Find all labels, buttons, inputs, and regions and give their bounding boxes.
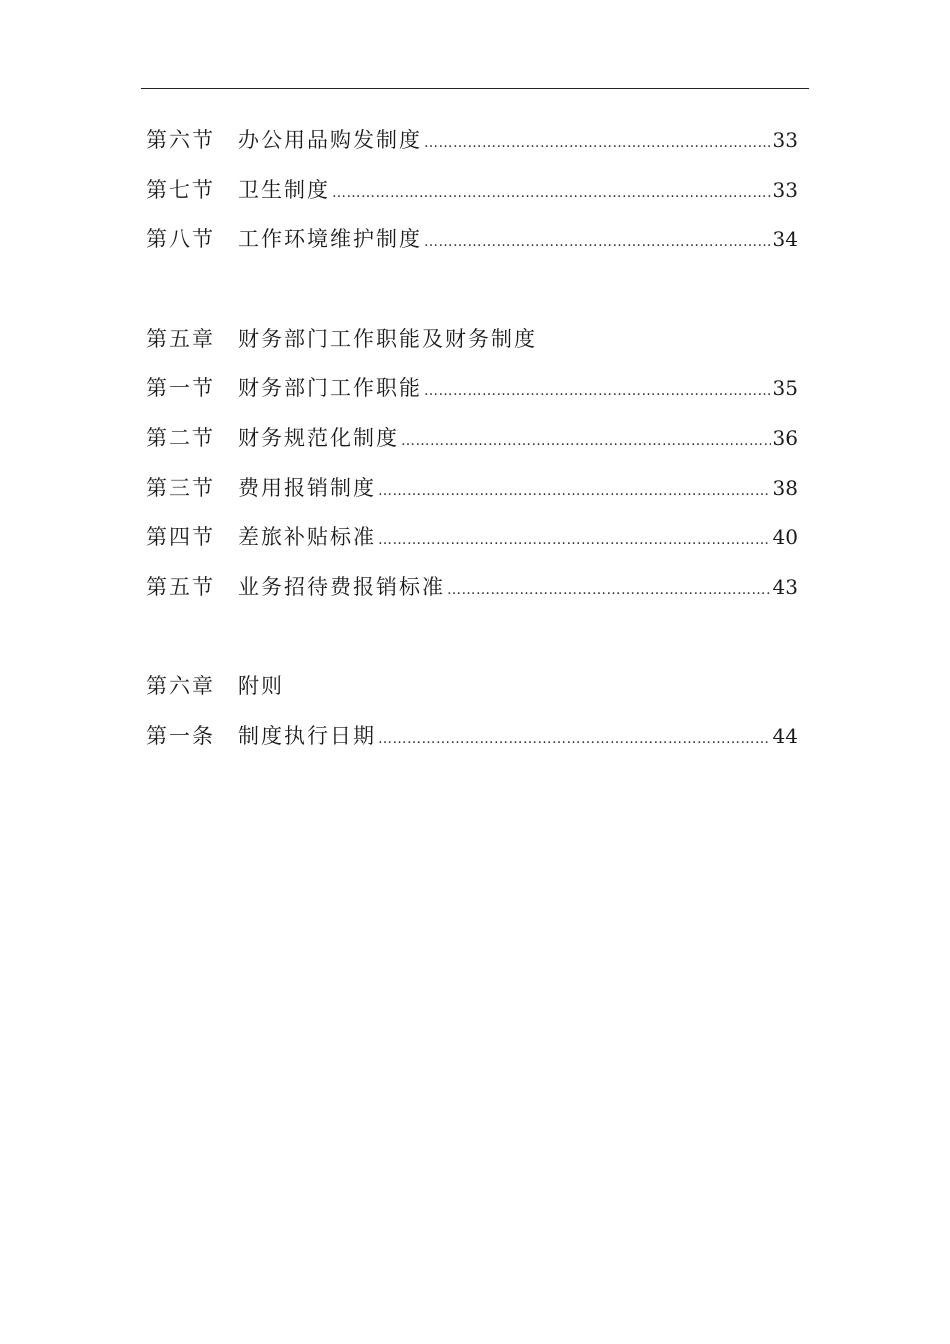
toc-entry[interactable] [146,166,798,216]
toc-entry-number: 第八节 [146,227,215,252]
toc-leader-dots [332,169,771,219]
toc-entry-number: 第一节 [146,376,215,401]
toc-entry-title: 卫生制度 [238,177,330,202]
toc-entry[interactable] [146,464,798,514]
toc-entry-page: 34 [772,227,798,252]
toc-entry-number: 第三节 [146,475,215,500]
toc-leader-dots [378,516,771,566]
toc-entry-title: 制度执行日期 [238,723,376,748]
header-rule [141,88,809,89]
toc-leader-dots [424,119,771,169]
toc-entry-title: 办公用品购发制度 [238,128,422,152]
toc-entry-number: 第七节 [146,177,215,202]
toc-entry[interactable] [146,215,798,265]
toc-entry[interactable] [146,712,798,762]
toc-entry-page: 43 [772,574,798,599]
toc-entry-page: 38 [772,475,798,500]
toc-entry-page: 44 [772,723,798,748]
toc-entry-number: 第一条 [146,723,215,748]
section-spacer [146,612,798,662]
chapter-number: 第五章 [146,326,215,351]
toc-entry-page: 33 [772,177,798,202]
toc-leader-dots [378,715,771,765]
toc-entry-title: 费用报销制度 [238,475,376,500]
toc-entry-page: 36 [772,425,798,450]
toc-entry[interactable] [146,116,798,166]
toc-entry-number: 第二节 [146,425,215,450]
toc-entry-number: 第六节 [146,128,215,152]
chapter-title: 附则 [238,674,284,699]
toc-entry-page: 33 [772,128,798,152]
toc-leader-dots [401,417,771,467]
toc-entry-title: 业务招待费报销标准 [238,574,445,599]
toc-entry[interactable] [146,364,798,414]
toc-entry[interactable] [146,513,798,563]
toc-leader-dots [424,367,771,417]
section-spacer [146,265,798,315]
toc-leader-dots [424,218,771,268]
toc-entry-page: 35 [772,376,798,401]
toc-entry[interactable] [146,563,798,613]
chapter-heading[interactable] [146,662,798,712]
toc-leader-dots [447,566,771,616]
chapter-heading[interactable] [146,315,798,365]
chapter-title: 财务部门工作职能及财务制度 [238,326,537,351]
toc-leader-dots [378,467,771,517]
toc-entry-title: 工作环境维护制度 [238,227,422,252]
toc-entry-number: 第四节 [146,525,215,550]
toc-entry-title: 财务规范化制度 [238,425,399,450]
chapter-number: 第六章 [146,674,215,699]
toc-entry-number: 第五节 [146,574,215,599]
toc-entry[interactable] [146,414,798,464]
toc-entry-title: 财务部门工作职能 [238,376,422,401]
table-of-contents [146,116,798,762]
toc-entry-page: 40 [772,525,798,550]
toc-entry-title: 差旅补贴标准 [238,525,376,550]
